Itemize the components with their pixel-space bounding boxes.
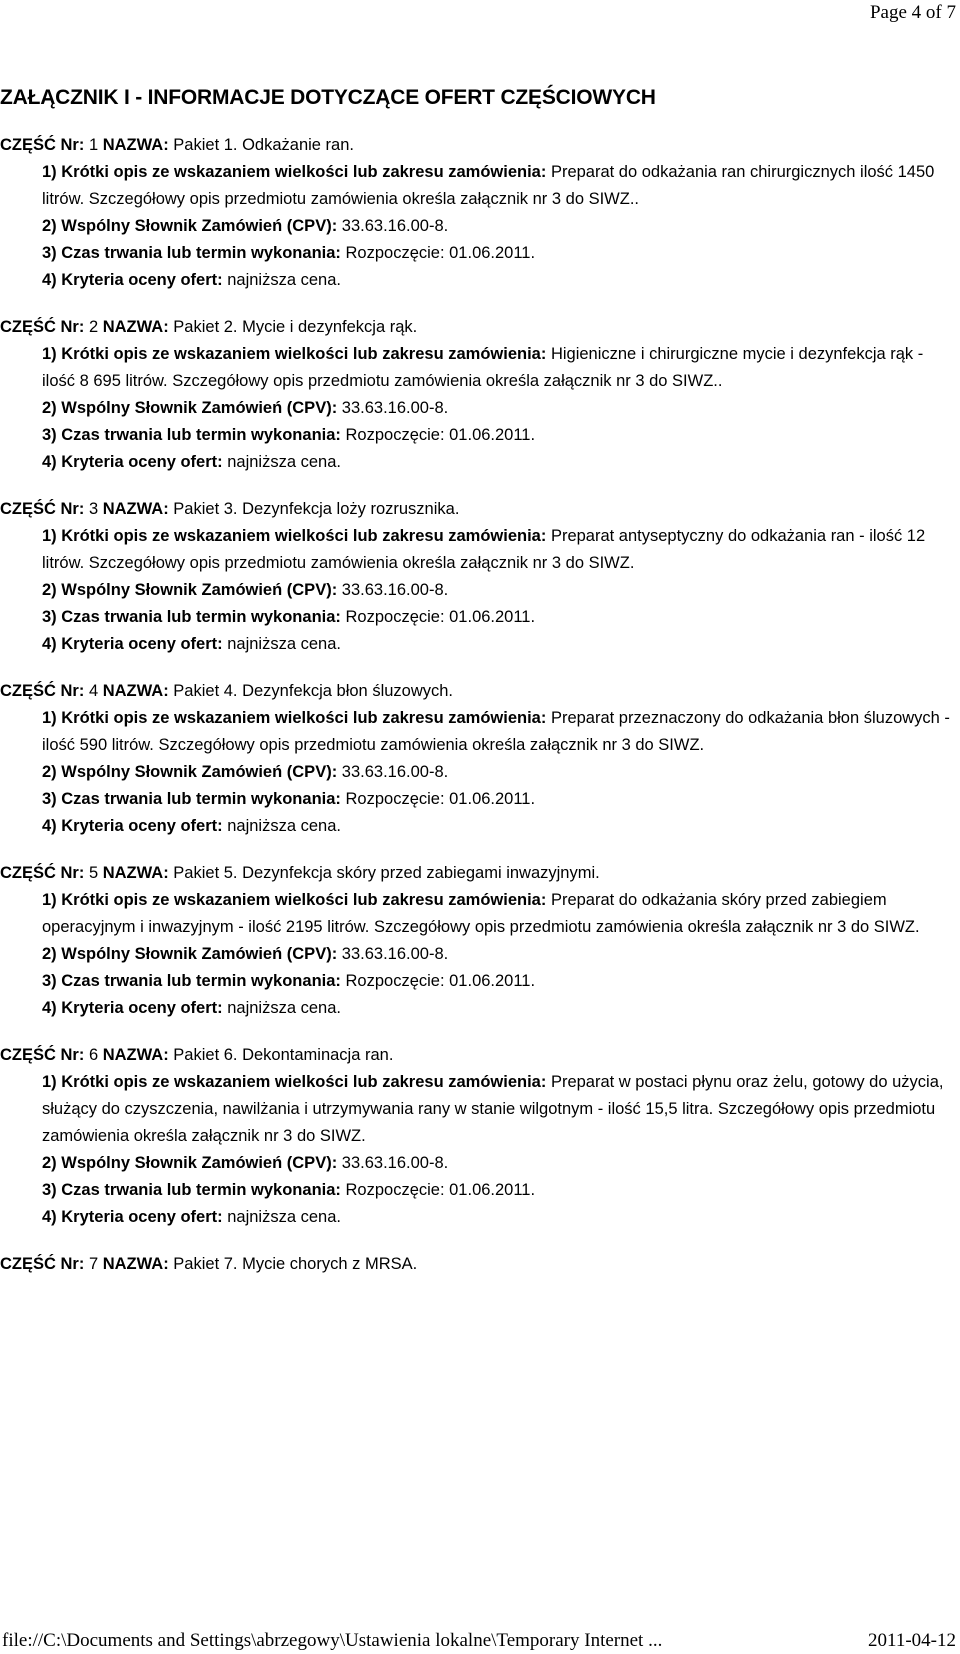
part-description xyxy=(0,159,956,213)
part-time xyxy=(0,1177,956,1204)
part-number: 6 xyxy=(88,1046,99,1064)
cpv-label: 2) Wspólny Słownik Zamówień (CPV): xyxy=(42,763,338,781)
description-text: Preparat w postaci płynu oraz żelu, gotowy do użycia, służący do czyszczenia, nawilżania i utrzymywania rany w stanie wilgotnym - ilość 15,5 litra. Szczegółowy opis przedmiotu zamówienia określa załącznik nr 3 do SIWZ. xyxy=(42,1073,944,1145)
part-criteria xyxy=(0,449,956,476)
cpv-value: 33.63.16.00-8. xyxy=(341,581,449,599)
footer-file-path: file://C:\Documents and Settings\abrzegowy\Ustawienia lokalne\Temporary Internet ... xyxy=(2,1630,663,1651)
part-time xyxy=(0,240,956,267)
part-cpv xyxy=(0,1150,956,1177)
part-description-lead xyxy=(0,345,546,363)
part-criteria xyxy=(0,995,956,1022)
page-footer xyxy=(2,1630,956,1652)
criteria-value: najniższa cena. xyxy=(227,453,341,471)
part-name-label: NAZWA: xyxy=(102,136,169,154)
part-criteria xyxy=(0,631,956,658)
cpv-label: 2) Wspólny Słownik Zamówień (CPV): xyxy=(42,581,338,599)
cpv-value: 33.63.16.00-8. xyxy=(341,945,449,963)
part-name: Pakiet 2. Mycie i dezynfekcja rąk. xyxy=(173,318,418,336)
part-section xyxy=(0,496,956,658)
part-number-label: CZĘŚĆ Nr: xyxy=(0,500,85,518)
part-number-label: CZĘŚĆ Nr: xyxy=(0,1046,85,1064)
part-number: 4 xyxy=(88,682,99,700)
part-section xyxy=(0,860,956,1022)
criteria-label: 4) Kryteria oceny ofert: xyxy=(42,453,223,471)
part-description-lead xyxy=(0,163,546,181)
part-description xyxy=(0,341,956,395)
part-name: Pakiet 3. Dezynfekcja loży rozrusznika. xyxy=(173,500,460,518)
time-label: 3) Czas trwania lub termin wykonania: xyxy=(42,426,341,444)
part-description-lead xyxy=(0,891,546,909)
criteria-label: 4) Kryteria oceny ofert: xyxy=(42,271,223,289)
time-value: Rozpoczęcie: 01.06.2011. xyxy=(345,790,536,808)
time-value: Rozpoczęcie: 01.06.2011. xyxy=(345,244,536,262)
part-number-label: CZĘŚĆ Nr: xyxy=(0,136,85,154)
criteria-label: 4) Kryteria oceny ofert: xyxy=(42,999,223,1017)
footer-date: 2011-04-12 xyxy=(868,1630,956,1651)
part-description xyxy=(0,1069,956,1150)
part-number-label: CZĘŚĆ Nr: xyxy=(0,1255,85,1273)
part-description xyxy=(0,705,956,759)
part-number-label: CZĘŚĆ Nr: xyxy=(0,864,85,882)
part-time xyxy=(0,968,956,995)
criteria-value: najniższa cena. xyxy=(227,999,341,1017)
part-description xyxy=(0,887,956,941)
part-name-label: NAZWA: xyxy=(102,500,169,518)
part-header xyxy=(0,860,956,887)
part-name-label: NAZWA: xyxy=(102,682,169,700)
time-value: Rozpoczęcie: 01.06.2011. xyxy=(345,426,536,444)
part-name-label: NAZWA: xyxy=(102,1046,169,1064)
part-time xyxy=(0,604,956,631)
part-section xyxy=(0,1042,956,1231)
part-number: 2 xyxy=(88,318,99,336)
description-label: 1) Krótki opis ze wskazaniem wielkości lub zakresu zamówienia: xyxy=(42,891,547,909)
criteria-label: 4) Kryteria oceny ofert: xyxy=(42,1208,223,1226)
criteria-label: 4) Kryteria oceny ofert: xyxy=(42,817,223,835)
document-title: ZAŁĄCZNIK I - INFORMACJE DOTYCZĄCE OFERT CZĘŚCIOWYCH xyxy=(0,86,656,109)
cpv-label: 2) Wspólny Słownik Zamówień (CPV): xyxy=(42,399,338,417)
time-value: Rozpoczęcie: 01.06.2011. xyxy=(345,1181,536,1199)
part-number-label: CZĘŚĆ Nr: xyxy=(0,318,85,336)
part-number: 5 xyxy=(88,864,99,882)
part-section xyxy=(0,314,956,476)
cpv-value: 33.63.16.00-8. xyxy=(341,763,449,781)
part-name-label: NAZWA: xyxy=(102,1255,169,1273)
description-text: Preparat do odkażania skóry przed zabiegiem operacyjnym i inwazyjnym - ilość 2195 litrów. Szczegółowy opis przedmiotu zamówienia określa załącznik nr 3 do SIWZ. xyxy=(42,891,920,936)
part-name-label: NAZWA: xyxy=(102,318,169,336)
criteria-value: najniższa cena. xyxy=(227,635,341,653)
time-label: 3) Czas trwania lub termin wykonania: xyxy=(42,972,341,990)
time-value: Rozpoczęcie: 01.06.2011. xyxy=(345,608,536,626)
description-label: 1) Krótki opis ze wskazaniem wielkości lub zakresu zamówienia: xyxy=(42,163,547,181)
time-label: 3) Czas trwania lub termin wykonania: xyxy=(42,1181,341,1199)
time-label: 3) Czas trwania lub termin wykonania: xyxy=(42,244,341,262)
part-cpv xyxy=(0,759,956,786)
cpv-value: 33.63.16.00-8. xyxy=(341,217,449,235)
part-header xyxy=(0,1251,956,1278)
part-number-label: CZĘŚĆ Nr: xyxy=(0,682,85,700)
part-header xyxy=(0,132,956,159)
part-number: 3 xyxy=(88,500,99,518)
criteria-label: 4) Kryteria oceny ofert: xyxy=(42,635,223,653)
part-cpv xyxy=(0,395,956,422)
description-label: 1) Krótki opis ze wskazaniem wielkości lub zakresu zamówienia: xyxy=(42,345,547,363)
part-time xyxy=(0,422,956,449)
description-text: Higieniczne i chirurgiczne mycie i dezynfekcja rąk - ilość 8 695 litrów. Szczegółowy opis przedmiotu zamówienia określa załącznik nr 3 do SIWZ.. xyxy=(42,345,924,390)
part-number: 7 xyxy=(88,1255,99,1273)
cpv-label: 2) Wspólny Słownik Zamówień (CPV): xyxy=(42,1154,338,1172)
part-cpv xyxy=(0,941,956,968)
part-section xyxy=(0,678,956,840)
part-number: 1 xyxy=(88,136,99,154)
description-label: 1) Krótki opis ze wskazaniem wielkości lub zakresu zamówienia: xyxy=(42,527,547,545)
part-name: Pakiet 6. Dekontaminacja ran. xyxy=(173,1046,394,1064)
part-header xyxy=(0,678,956,705)
criteria-value: najniższa cena. xyxy=(227,271,341,289)
criteria-value: najniższa cena. xyxy=(227,1208,341,1226)
part-criteria xyxy=(0,1204,956,1231)
part-description-lead xyxy=(0,709,546,727)
description-text: Preparat do odkażania ran chirurgicznych ilość 1450 litrów. Szczegółowy opis przedmiotu zamówienia określa załącznik nr 3 do SIWZ.. xyxy=(42,163,935,208)
part-cpv xyxy=(0,577,956,604)
cpv-label: 2) Wspólny Słownik Zamówień (CPV): xyxy=(42,945,338,963)
criteria-value: najniższa cena. xyxy=(227,817,341,835)
part-name: Pakiet 5. Dezynfekcja skóry przed zabiegami inwazyjnymi. xyxy=(173,864,600,882)
part-name: Pakiet 4. Dezynfekcja błon śluzowych. xyxy=(173,682,454,700)
part-header xyxy=(0,314,956,341)
part-name: Pakiet 7. Mycie chorych z MRSA. xyxy=(173,1255,418,1273)
cpv-label: 2) Wspólny Słownik Zamówień (CPV): xyxy=(42,217,338,235)
part-header xyxy=(0,496,956,523)
part-description xyxy=(0,523,956,577)
part-description-lead xyxy=(0,527,546,545)
document-content xyxy=(0,132,956,1278)
time-label: 3) Czas trwania lub termin wykonania: xyxy=(42,608,341,626)
part-section xyxy=(0,1251,956,1278)
description-label: 1) Krótki opis ze wskazaniem wielkości lub zakresu zamówienia: xyxy=(42,709,547,727)
time-label: 3) Czas trwania lub termin wykonania: xyxy=(42,790,341,808)
part-header xyxy=(0,1042,956,1069)
description-text: Preparat przeznaczony do odkażania błon śluzowych - ilość 590 litrów. Szczegółowy opis przedmiotu zamówienia określa załącznik nr 3 do SIWZ. xyxy=(42,709,950,754)
part-name: Pakiet 1. Odkażanie ran. xyxy=(173,136,354,154)
description-label: 1) Krótki opis ze wskazaniem wielkości lub zakresu zamówienia: xyxy=(42,1073,547,1091)
cpv-value: 33.63.16.00-8. xyxy=(341,399,449,417)
description-text: Preparat antyseptyczny do odkażania ran - ilość 12 litrów. Szczegółowy opis przedmiotu zamówienia określa załącznik nr 3 do SIWZ. xyxy=(42,527,926,572)
cpv-value: 33.63.16.00-8. xyxy=(341,1154,449,1172)
part-section xyxy=(0,132,956,294)
part-name-label: NAZWA: xyxy=(102,864,169,882)
part-cpv xyxy=(0,213,956,240)
page-number: Page 4 of 7 xyxy=(869,2,956,23)
time-value: Rozpoczęcie: 01.06.2011. xyxy=(345,972,536,990)
part-description-lead xyxy=(0,1073,546,1091)
part-criteria xyxy=(0,813,956,840)
part-time xyxy=(0,786,956,813)
part-criteria xyxy=(0,267,956,294)
